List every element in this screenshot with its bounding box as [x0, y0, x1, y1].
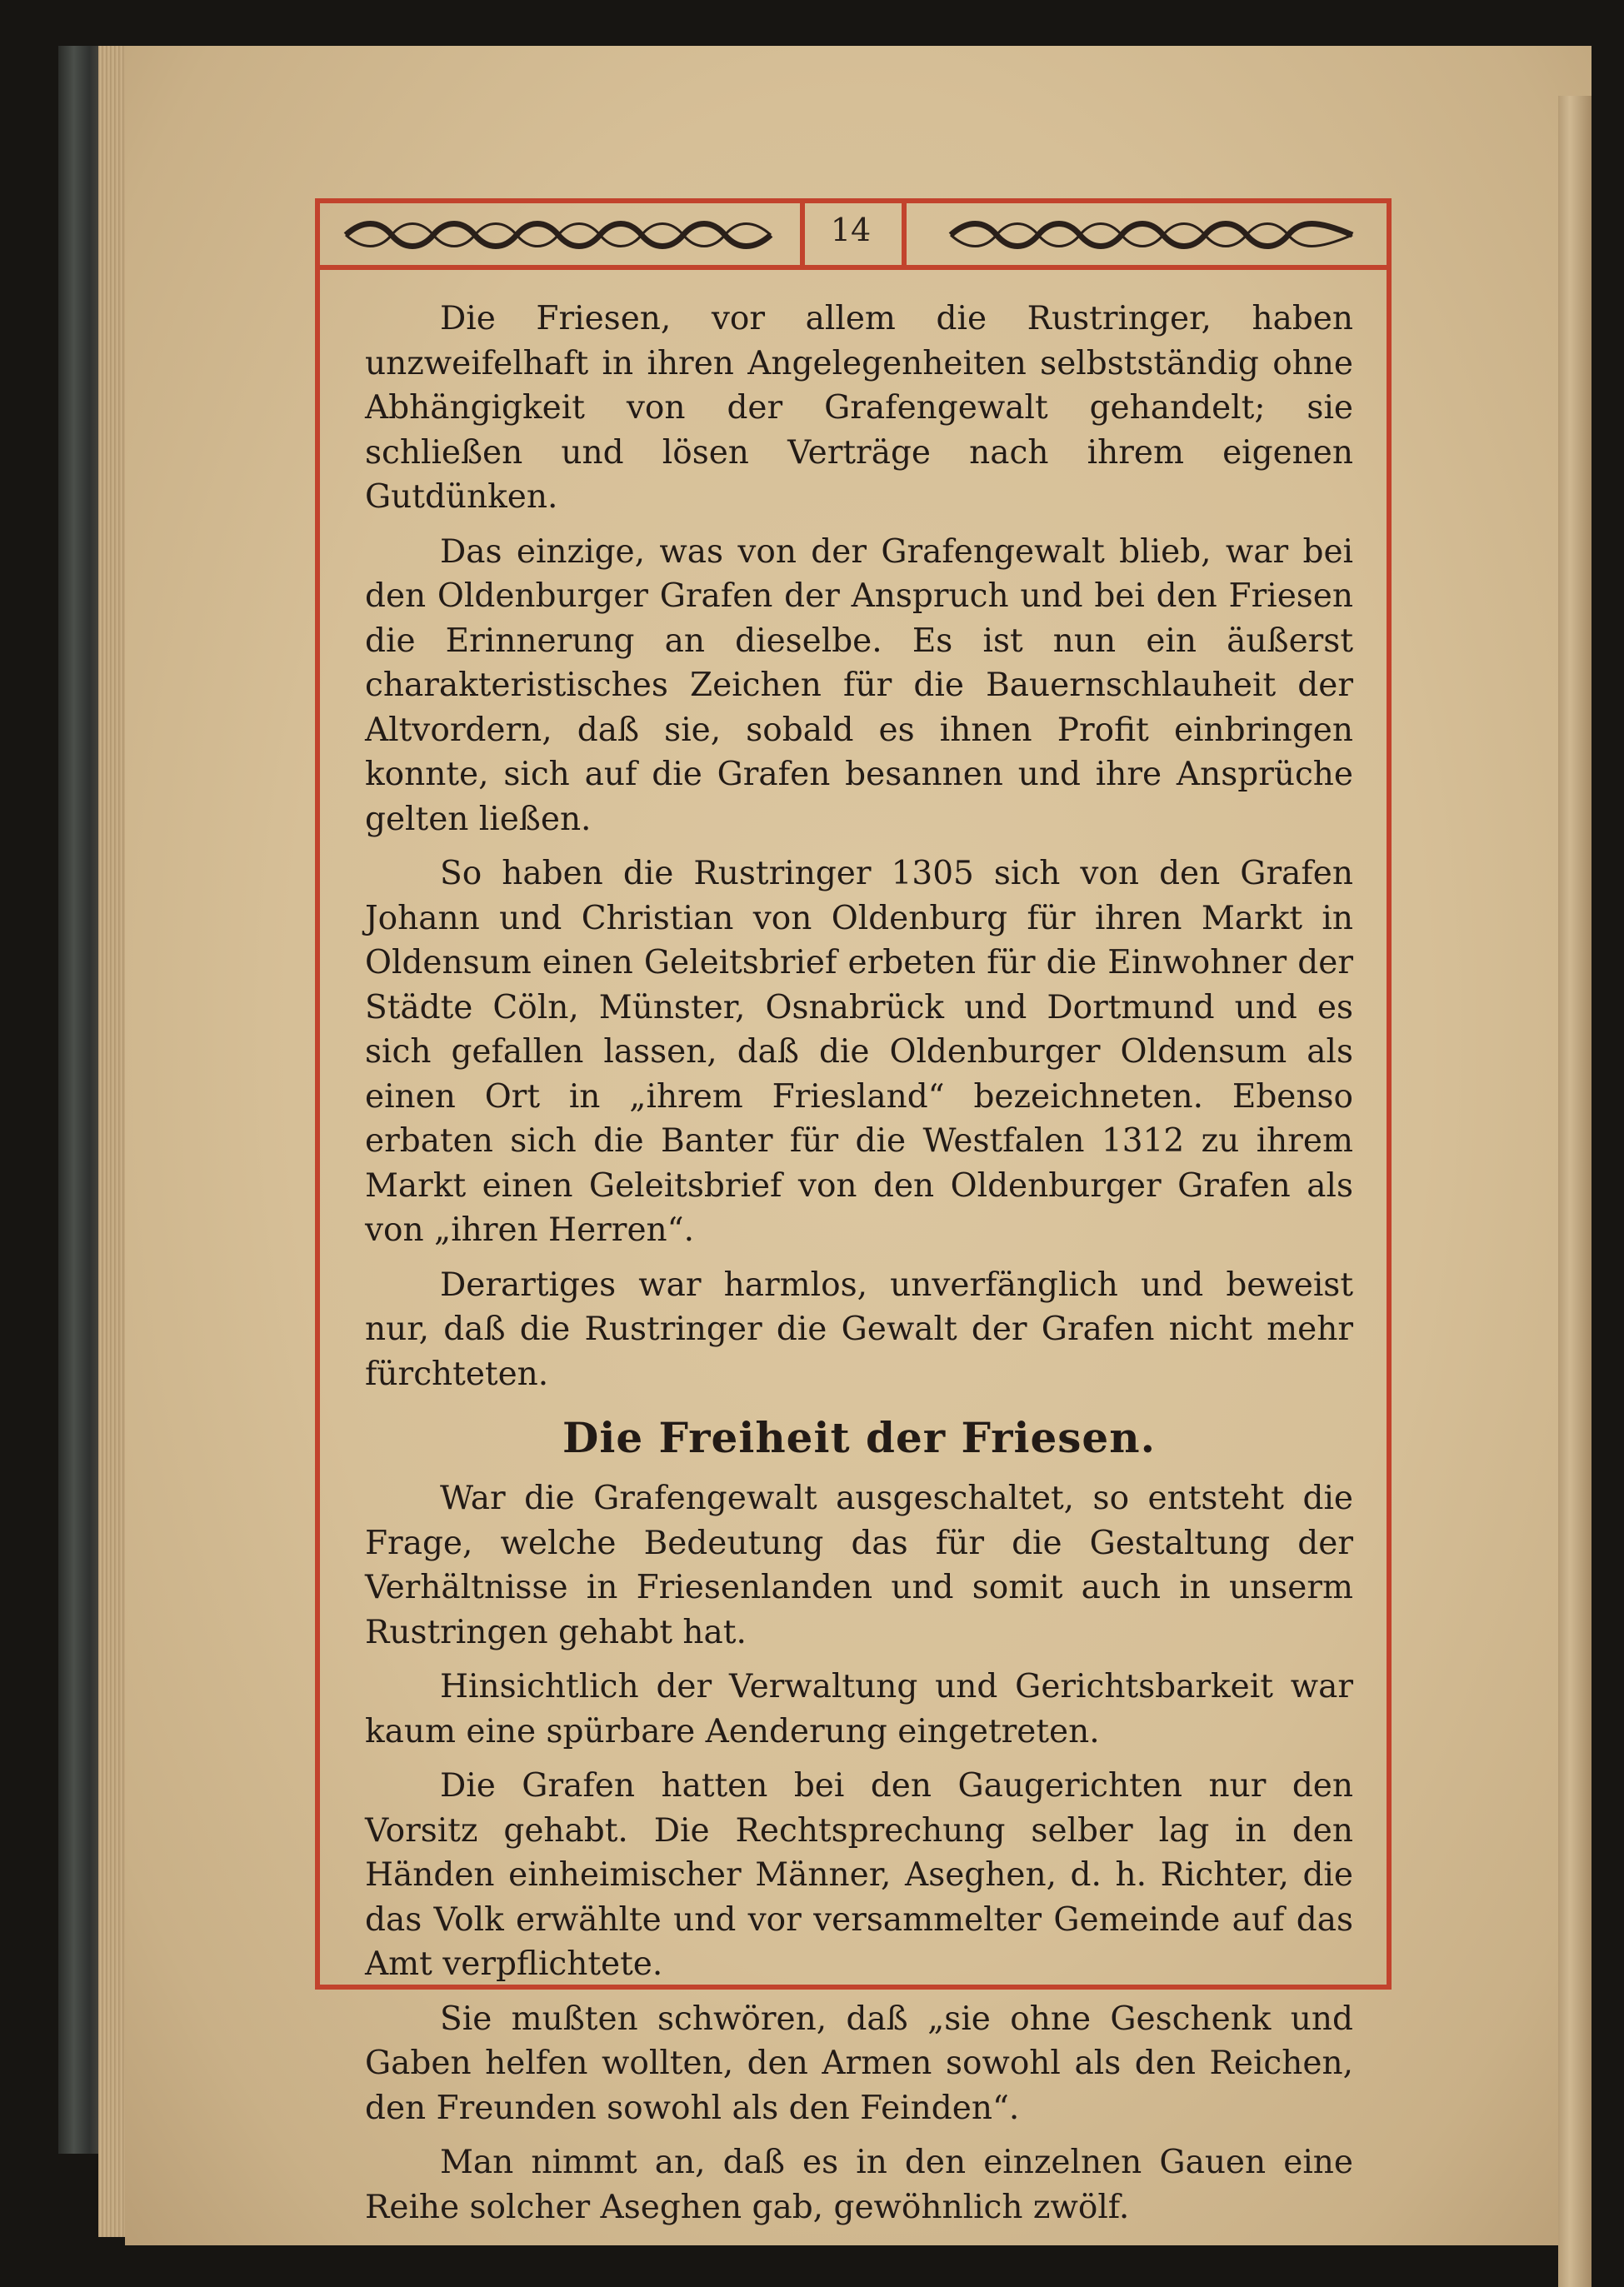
page-body [365, 297, 1353, 2240]
paragraph: So haben die Rustringer 1305 sich von den Grafen Johann und Christian von Oldenburg für ihren Markt in Oldensum einen Geleitsbrief erbeten für die Einwohner der Städte Cöln, Münster, Osnabrück und Dortmund und es sich gefallen lassen, daß die Oldenburger Oldensum als einen Ort in „ihrem Friesland“ bezeichneten. Ebenso erbaten sich die Banter für die Westfalen 1312 zu ihrem Markt einen Geleitsbrief von den Oldenburger Grafen als von „ihren Herren“. [365, 855, 1353, 1249]
page-gutter [1558, 96, 1592, 2287]
paragraph: War die Grafengewalt ausgeschaltet, so entsteht die Frage, welche Bedeutung das für die Gestaltung der Verhältnisse in Friesenlanden und somit auch in unserm Rustringen gehabt hat. [365, 1480, 1353, 1651]
paragraph: Sie mußten schwören, daß „sie ohne Geschenk und Gaben helfen wollten, den Armen sowohl als den Reichen, den Freunden sowohl als den Feinden“. [365, 2000, 1353, 2127]
paragraph: Das einzige, was von der Grafengewalt blieb, war bei den Oldenburger Grafen der Anspruch und bei den Friesen die Erinnerung an dieselbe. Es ist nun ein äußerst charakteristisches Zeichen für die Bauernschlauheit der Altvordern, daß sie, sobald es ihnen Profit einbringen konnte, sich auf die Grafen besannen und ihre Ansprüche gelten ließen. [365, 532, 1353, 838]
paragraph: Hinsichtlich der Verwaltung und Gerichtsbarkeit war kaum eine spürbare Aenderung eingetreten. [365, 1668, 1353, 1750]
paragraph: Derartiges war harmlos, unverfänglich und beweist nur, daß die Rustringer die Gewalt der Grafen nicht mehr fürchteten. [365, 1266, 1353, 1393]
page-header [320, 203, 1387, 270]
paragraph: Man nimmt an, daß es in den einzelnen Gauen eine Reihe solcher Aseghen gab, gewöhnlich zwölf. [365, 2144, 1353, 2226]
paragraph: Die Friesen, vor allem die Rustringer, haben unzweifelhaft in ihren Angelegenheiten selbstständig ohne Abhängigkeit von der Grafengewalt gehandelt; sie schließen und lösen Verträge nach ihrem eigenen Gutdünken. [365, 300, 1353, 516]
paragraph: Die Grafen hatten bei den Gaugerichten nur den Vorsitz gehabt. Die Rechtsprechung selber lag in den Händen einheimischer Männer, Aseghen, d. h. Richter, die das Volk erwählte und vor versammelter Gemeinde auf das Amt verpflichtete. [365, 1767, 1353, 1983]
section-heading: Die Freiheit der Friesen. [562, 1413, 1156, 1462]
right-ornament-icon [947, 218, 1357, 252]
header-divider-right [902, 203, 907, 265]
page-number: 14 [830, 212, 872, 248]
page-frame [315, 198, 1392, 2226]
left-ornament-icon [342, 218, 775, 252]
